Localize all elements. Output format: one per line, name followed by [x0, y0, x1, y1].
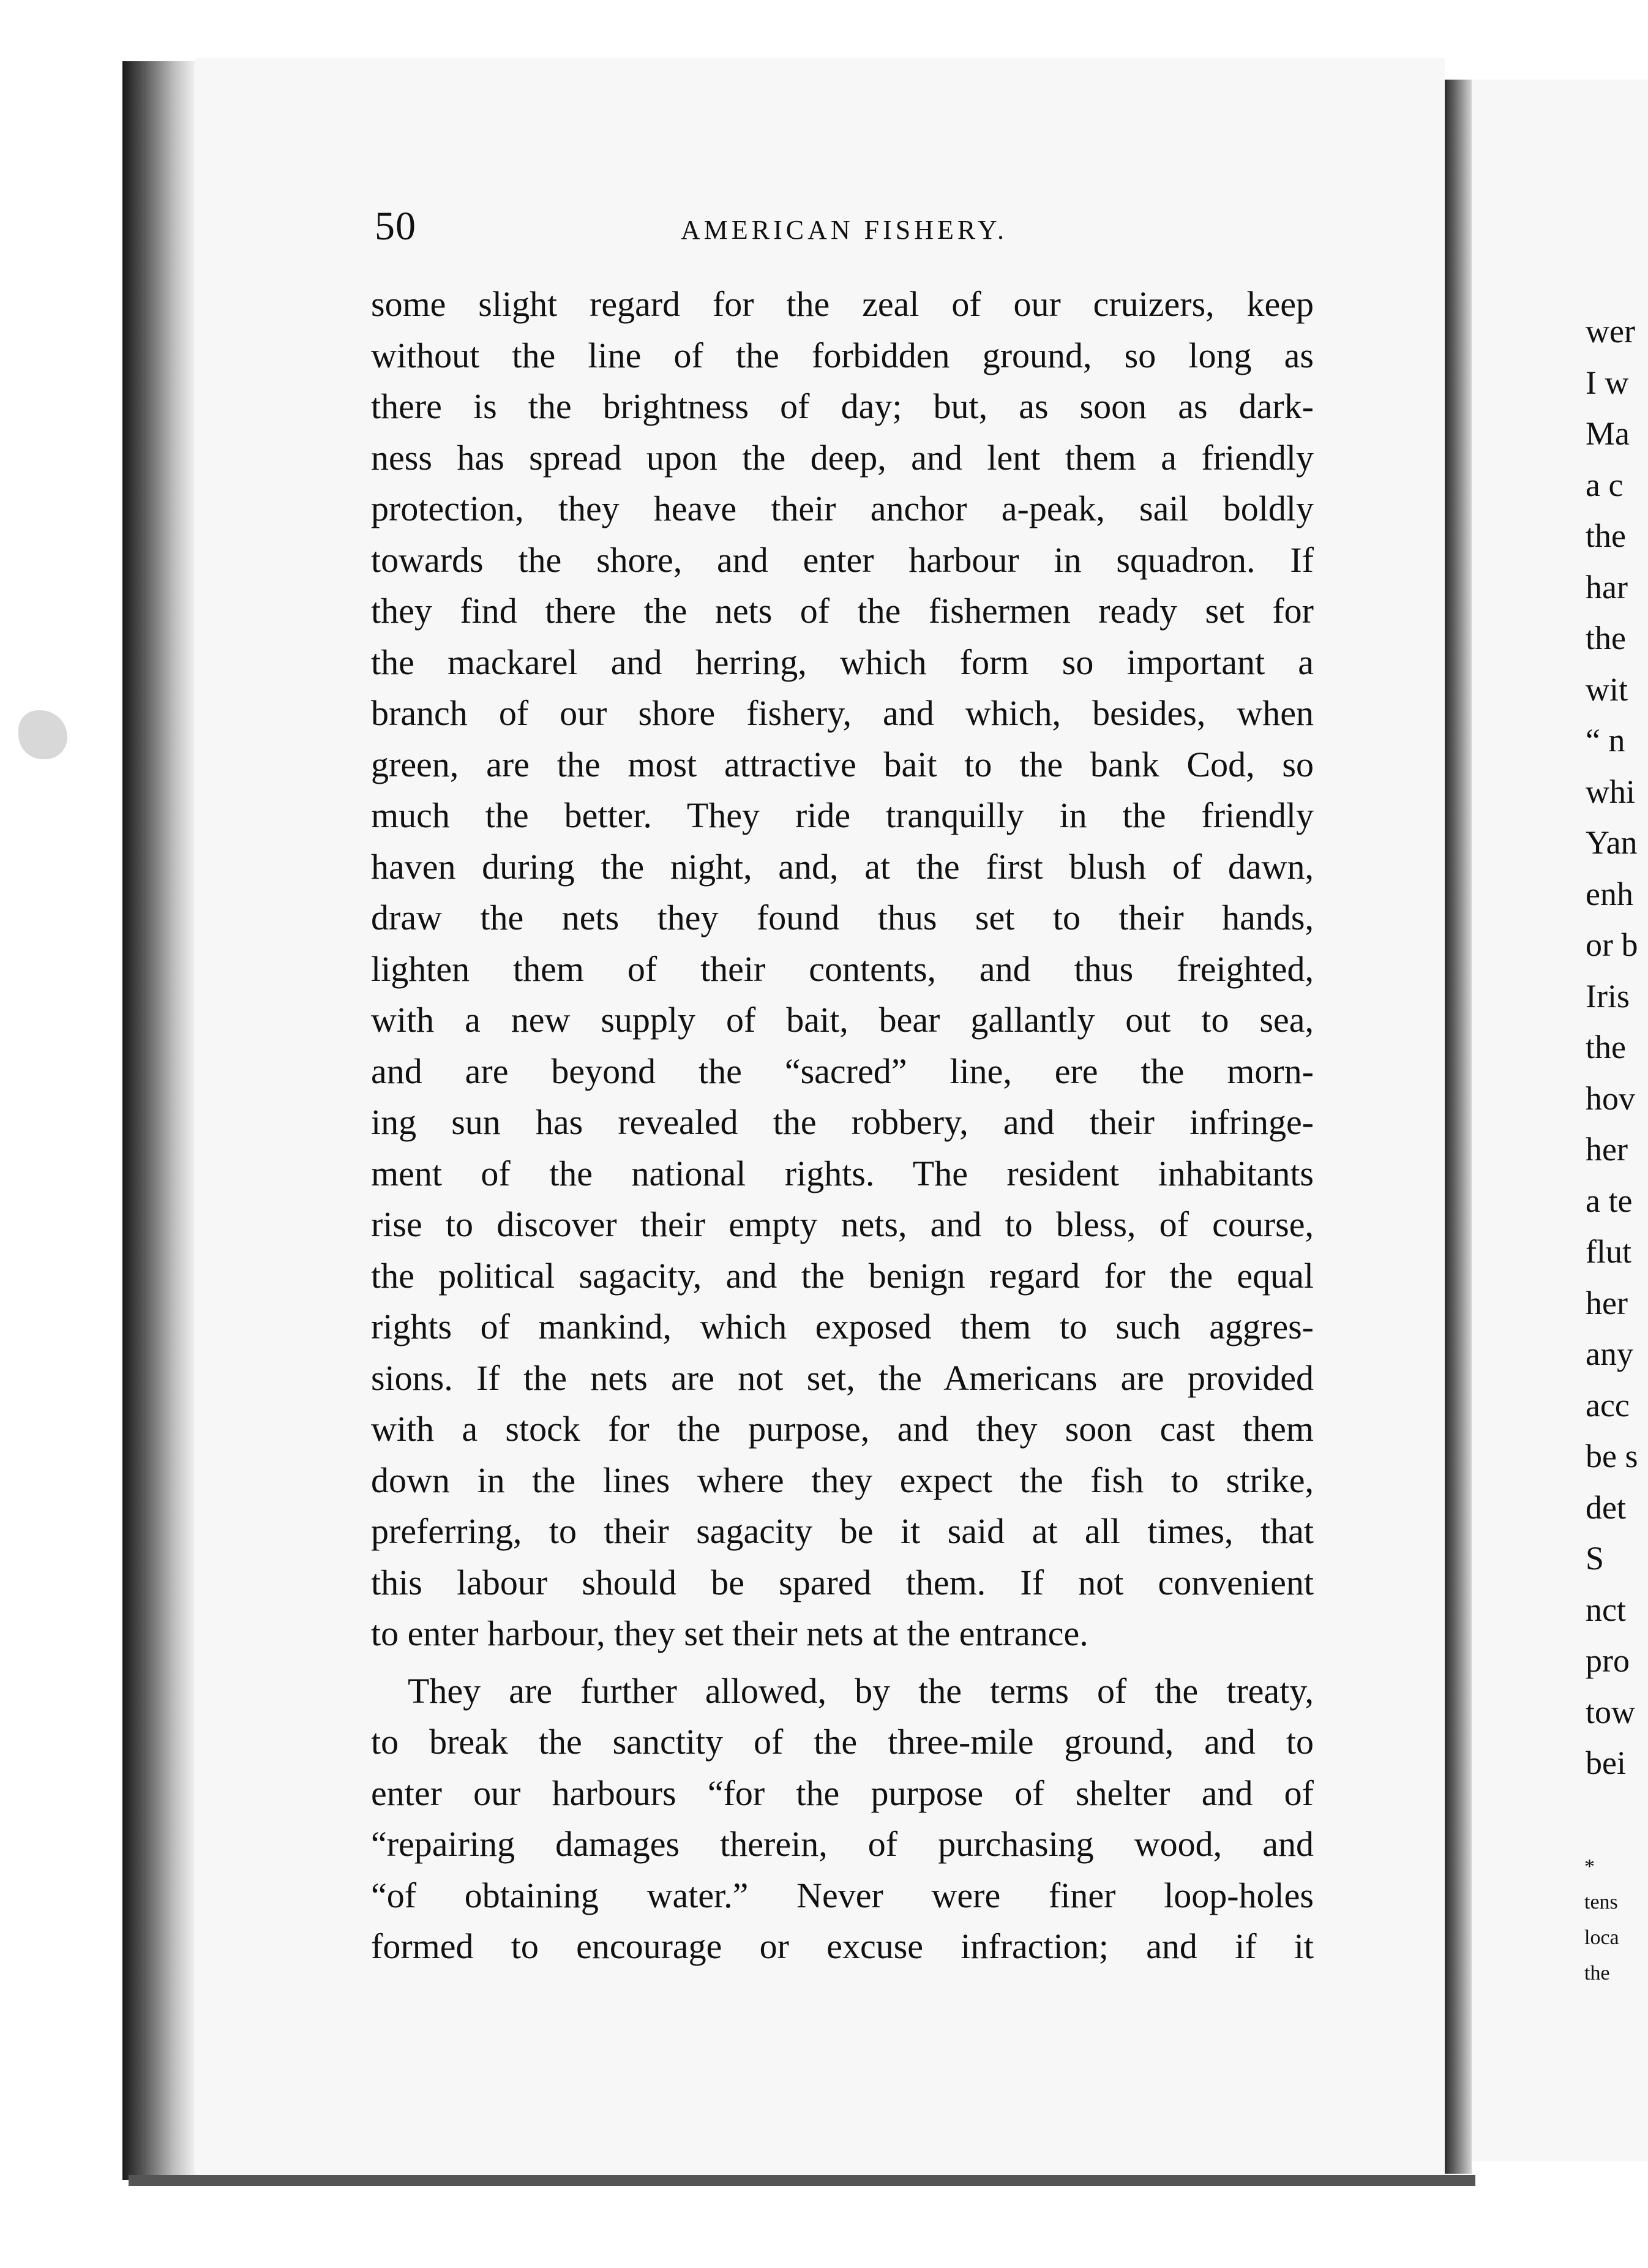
text-line: “of obtaining water.” Never were finer loop-holes	[371, 1875, 1314, 1915]
text-line: formed to encourage or excuse infraction; and if it	[371, 1926, 1314, 1966]
footnote-line: the	[1584, 1962, 1610, 1984]
text-line: and are beyond the “sacred” line, ere the morn-	[371, 1051, 1314, 1091]
footnote-line: tens	[1584, 1891, 1618, 1913]
text-line: branch of our shore fishery, and which, besides, when	[371, 693, 1314, 733]
text-line: down in the lines where they expect the fish to strike,	[371, 1460, 1314, 1500]
book-bottom-edge	[129, 2175, 1475, 2186]
text-line: this labour should be spared them. If not convenient	[371, 1562, 1314, 1602]
text-line: much the better. They ride tranquilly in the friendly	[371, 795, 1314, 835]
facing-text-line: the	[1586, 1029, 1626, 1065]
text-line: protection, they heave their anchor a-peak, sail boldly	[371, 489, 1314, 528]
facing-text-line: the	[1586, 620, 1626, 656]
facing-text-line: whi	[1586, 773, 1635, 810]
facing-text-line: a te	[1586, 1182, 1633, 1219]
facing-text-line: pro	[1586, 1642, 1630, 1679]
facing-text-line: nct	[1586, 1591, 1626, 1628]
facing-page-footnote	[1584, 1849, 1648, 1991]
facing-text-line: S	[1586, 1540, 1605, 1577]
text-line: haven during the night, and, at the first blush of dawn,	[371, 846, 1314, 887]
facing-text-line: det	[1586, 1489, 1626, 1526]
facing-text-line: acc	[1586, 1386, 1630, 1424]
facing-text-line: be s	[1586, 1438, 1638, 1474]
text-line: with a new supply of bait, bear gallantly out to sea,	[371, 1000, 1314, 1040]
text-line: ment of the national rights. The resident inhabitants	[371, 1153, 1314, 1193]
facing-text-line: I w	[1586, 364, 1629, 401]
text-line: the mackarel and herring, which form so important a	[371, 642, 1314, 682]
facing-text-line: Iris	[1586, 977, 1630, 1015]
text-line: draw the nets they found thus set to their hands,	[371, 898, 1314, 937]
text-line: rights of mankind, which exposed them to such aggres-	[371, 1307, 1314, 1346]
text-line: the political sagacity, and the benign regard for the equal	[371, 1255, 1314, 1296]
running-head: AMERICAN FISHERY.	[681, 215, 1008, 245]
facing-text-line: “ n	[1586, 722, 1625, 759]
page-header	[375, 203, 1330, 258]
text-line: there is the brightness of day; but, as soon as dark-	[371, 386, 1314, 426]
text-line: ing sun has revealed the robbery, and their infringe-	[371, 1102, 1314, 1142]
facing-text-line: her	[1586, 1131, 1628, 1168]
footnote-line: loca	[1584, 1926, 1619, 1949]
facing-text-line: her	[1586, 1284, 1628, 1321]
facing-text-line: bei	[1586, 1744, 1626, 1781]
book-left-edge	[122, 61, 196, 2180]
text-line: without the line of the forbidden ground, so long as	[371, 335, 1314, 375]
facing-text-line: tow	[1586, 1693, 1635, 1730]
text-line: sions. If the nets are not set, the Americans are provided	[371, 1357, 1314, 1398]
facing-text-line: a c	[1586, 466, 1624, 503]
page-number: 50	[375, 204, 416, 249]
text-line: to break the sanctity of the three-mile ground, and to	[371, 1722, 1314, 1762]
text-line: preferring, to their sagacity be it said at all times, that	[371, 1511, 1314, 1551]
text-line: some slight regard for the zeal of our cruizers, keep	[371, 284, 1314, 324]
facing-text-line: or b	[1586, 926, 1638, 963]
facing-text-line: wit	[1586, 670, 1628, 708]
facing-text-line: Ma	[1586, 415, 1630, 452]
paper-blot	[18, 710, 67, 759]
facing-text-line: Yan	[1586, 824, 1638, 861]
facing-text-line: enh	[1586, 875, 1633, 912]
facing-text-line: the	[1586, 517, 1626, 554]
text-line: towards the shore, and enter harbour in squadron. If	[371, 539, 1314, 580]
text-line: “repairing damages therein, of purchasing wood, and	[371, 1824, 1314, 1864]
text-line: ness has spread upon the deep, and lent them a friendly	[371, 437, 1314, 478]
facing-text-line: flut	[1586, 1233, 1631, 1270]
facing-page-text	[1586, 306, 1648, 1789]
text-line: to enter harbour, they set their nets at the entrance.	[371, 1613, 1088, 1653]
text-line: rise to discover their empty nets, and to bless, of course,	[371, 1204, 1314, 1244]
body-text	[371, 279, 1314, 1972]
facing-text-line: any	[1586, 1335, 1633, 1372]
text-line: enter our harbours “for the purpose of shelter and of	[371, 1773, 1314, 1813]
facing-text-line: har	[1586, 568, 1628, 606]
text-line: green, are the most attractive bait to the bank Cod, so	[371, 744, 1314, 784]
text-line: they find there the nets of the fishermen ready set for	[371, 591, 1314, 631]
text-line: lighten them of their contents, and thus freighted,	[371, 948, 1314, 989]
text-line: with a stock for the purpose, and they soon cast them	[371, 1409, 1314, 1449]
book-gutter	[1445, 80, 1472, 2174]
text-line: They are further allowed, by the terms of the treaty,	[408, 1670, 1314, 1711]
facing-text-line: hov	[1586, 1080, 1635, 1117]
facing-text-line: wer	[1586, 313, 1635, 350]
footnote-line: *	[1584, 1855, 1595, 1878]
